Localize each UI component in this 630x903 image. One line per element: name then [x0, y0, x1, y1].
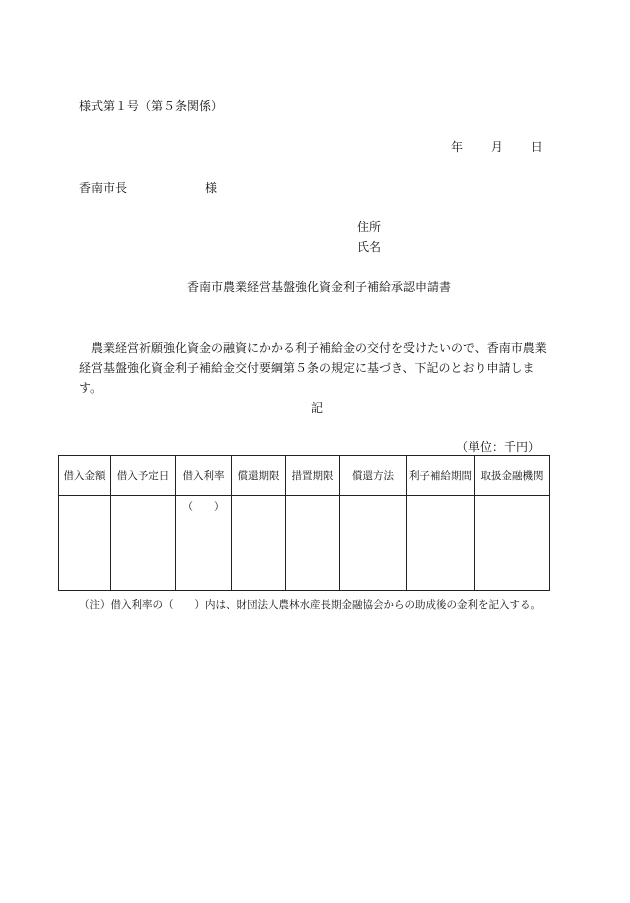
ki-text: 記 [310, 401, 323, 415]
header-grace-period: 措置期限 [286, 456, 340, 496]
cell-grace-period[interactable] [286, 496, 340, 591]
table-header-row [59, 456, 550, 496]
body-text: 農業経営祈願強化資金の融資にかかる利子補給金の交付を受けたいので、香南市農業経営基盤強化資金利子補給金交付要綱第５条の規定に基づき、下記のとおり申請します。 [79, 341, 547, 395]
addressee-name: 香南市長 [79, 181, 128, 195]
table-row [59, 496, 550, 591]
applicant-address-label: 住所 [357, 220, 382, 234]
cell-repayment-method[interactable] [340, 496, 407, 591]
cell-interest-rate[interactable] [176, 496, 232, 591]
ki-heading [0, 399, 630, 416]
unit-label: （単位：千円） [455, 440, 540, 454]
addressee-honorific: 様 [205, 181, 218, 195]
document-title [0, 278, 630, 295]
cell-repayment-term[interactable] [232, 496, 286, 591]
loan-detail-table [58, 455, 550, 591]
header-loan-amount: 借入金額 [59, 456, 111, 496]
cell-financial-institution[interactable] [475, 496, 550, 591]
date-row [451, 138, 543, 155]
date-year-label: 年 [451, 140, 464, 154]
header-subsidy-period: 利子補給期間 [407, 456, 475, 496]
form-number: 様式第１号（第５条関係） [79, 99, 224, 113]
footnote: （注）借入利率の（ ）内は、財団法人農林水産長期金融協会からの助成後の金利を記入する。 [79, 599, 541, 611]
document-title-text: 香南市農業経営基盤強化資金利子補給承認申請書 [186, 280, 451, 294]
cell-loan-amount[interactable] [59, 496, 111, 591]
header-interest-rate: 借入利率 [176, 456, 232, 496]
addressee [79, 179, 217, 196]
cell-loan-date[interactable] [111, 496, 176, 591]
date-month-label: 月 [490, 140, 503, 154]
applicant-name-label: 氏名 [357, 240, 382, 254]
header-repayment-method: 償還方法 [340, 456, 407, 496]
rate-parenthesis: （ ） [182, 501, 225, 513]
header-loan-date: 借入予定日 [111, 456, 176, 496]
header-repayment-term: 償還期限 [232, 456, 286, 496]
date-day-label: 日 [530, 140, 543, 154]
cell-subsidy-period[interactable] [407, 496, 475, 591]
header-financial-institution: 取扱金融機関 [475, 456, 550, 496]
